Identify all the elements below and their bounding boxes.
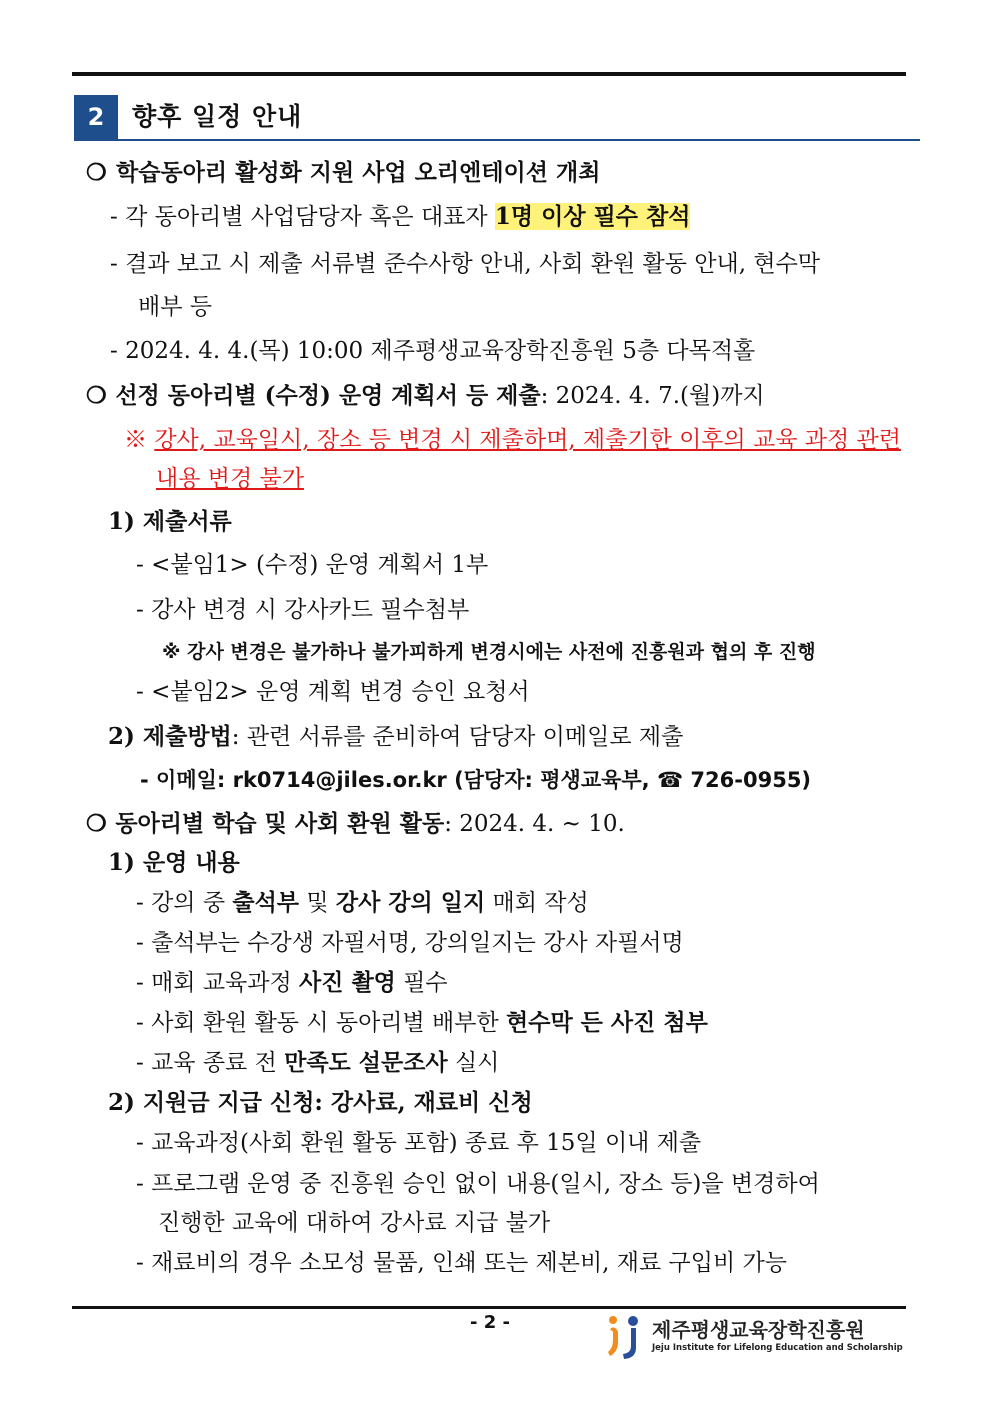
bullet-activities — [86, 809, 625, 839]
top-rule — [72, 72, 906, 76]
grant-request-heading: 2) 지원금 지급 신청: 강사료, 재료비 신청 — [108, 1089, 533, 1116]
change-notice-cont: 내용 변경 불가 — [156, 466, 304, 492]
section-header — [74, 95, 920, 141]
bottom-rule — [72, 1306, 906, 1309]
op-item-signatures: - 출석부는 수강생 자필서명, 강의일지는 강사 자필서명 — [136, 930, 684, 956]
section-underline — [74, 139, 920, 141]
instructor-change-note: ※ 강사 변경은 불가하나 불가피하게 변경시에는 사전에 진흥원과 협의 후 진행 — [162, 641, 816, 663]
activities-heading: 동아리별 학습 및 사회 환원 활동 — [115, 810, 445, 837]
submission-method: 2) 제출방법: 관련 서류를 준비하여 담당자 이메일로 제출 — [108, 723, 684, 750]
op-item-photo: - 매회 교육과정 사진 촬영 필수 — [136, 969, 448, 996]
reference-mark: ※ — [124, 427, 155, 453]
op-item-banner-photo: - 사회 환원 활동 시 동아리별 배부한 현수막 든 사진 첨부 — [136, 1009, 708, 1036]
section-title: 향후 일정 안내 — [132, 102, 303, 131]
grant-item-deadline: - 교육과정(사회 환원 활동 포함) 종료 후 15일 이내 제출 — [136, 1130, 702, 1156]
orientation-attendance: - 각 동아리별 사업담당자 혹은 대표자 1명 이상 필수 참석 — [110, 203, 691, 230]
plan-submission-heading: 선정 동아리별 (수정) 운영 계획서 등 제출 — [115, 382, 541, 409]
org-name-ko: 제주평생교육장학진흥원 — [652, 1318, 865, 1342]
section-number: 2 — [74, 95, 118, 139]
circle-bullet-icon: ❍ — [86, 159, 107, 186]
required-attendance-highlight: 1명 이상 필수 참석 — [494, 203, 691, 230]
contact-email: - 이메일: rk0714@jiles.or.kr (담당자: 평생교육부, ☎ 726-0955) — [140, 768, 812, 792]
circle-bullet-icon: ❍ — [86, 810, 107, 837]
doc-instructor-card: - 강사 변경 시 강사카드 필수첨부 — [136, 597, 470, 623]
op-item-attendance: - 강의 중 출석부 및 강사 강의 일지 매회 작성 — [136, 889, 589, 916]
doc-attachment-2: - <붙임2> 운영 계획 변경 승인 요청서 — [136, 679, 530, 705]
submission-docs-heading: 1) 제출서류 — [108, 508, 232, 535]
orientation-guide-cont: 배부 등 — [138, 294, 212, 320]
org-logo-icon — [606, 1312, 642, 1360]
op-item-survey: - 교육 종료 전 만족도 설문조사 실시 — [136, 1049, 500, 1076]
bullet-plan-submission — [86, 381, 765, 411]
orientation-datetime: - 2024. 4. 4.(목) 10:00 제주평생교육장학진흥원 5층 다목적홀 — [110, 338, 756, 364]
orientation-heading: 학습동아리 활성화 지원 사업 오리엔테이션 개최 — [116, 159, 601, 186]
org-name-en: Jeju Institute for Lifelong Education and Scholarship — [652, 1343, 903, 1353]
change-notice: ※ 강사, 교육일시, 장소 등 변경 시 제출하며, 제출기한 이후의 교육 과정 관련 — [124, 427, 901, 453]
plan-submission-deadline: : 2024. 4. 7.(월)까지 — [540, 383, 765, 409]
doc-attachment-1: - <붙임1> (수정) 운영 계획서 1부 — [136, 552, 489, 578]
activities-period: : 2024. 4. ~ 10. — [444, 811, 625, 837]
grant-item-no-change: - 프로그램 운영 중 진흥원 승인 없이 내용(일시, 장소 등)을 변경하여 — [136, 1171, 820, 1197]
grant-item-no-change-cont: 진행한 교육에 대하여 강사료 지급 불가 — [158, 1210, 551, 1236]
org-logo — [606, 1312, 903, 1364]
bullet-orientation — [86, 158, 600, 188]
circle-bullet-icon: ❍ — [86, 382, 107, 409]
page-number: - 2 - — [470, 1312, 510, 1333]
orientation-guide: - 결과 보고 시 제출 서류별 준수사항 안내, 사회 환원 활동 안내, 현수막 — [110, 251, 821, 277]
operation-heading: 1) 운영 내용 — [108, 849, 240, 876]
grant-item-materials: - 재료비의 경우 소모성 물품, 인쇄 또는 제본비, 재료 구입비 가능 — [136, 1250, 787, 1276]
